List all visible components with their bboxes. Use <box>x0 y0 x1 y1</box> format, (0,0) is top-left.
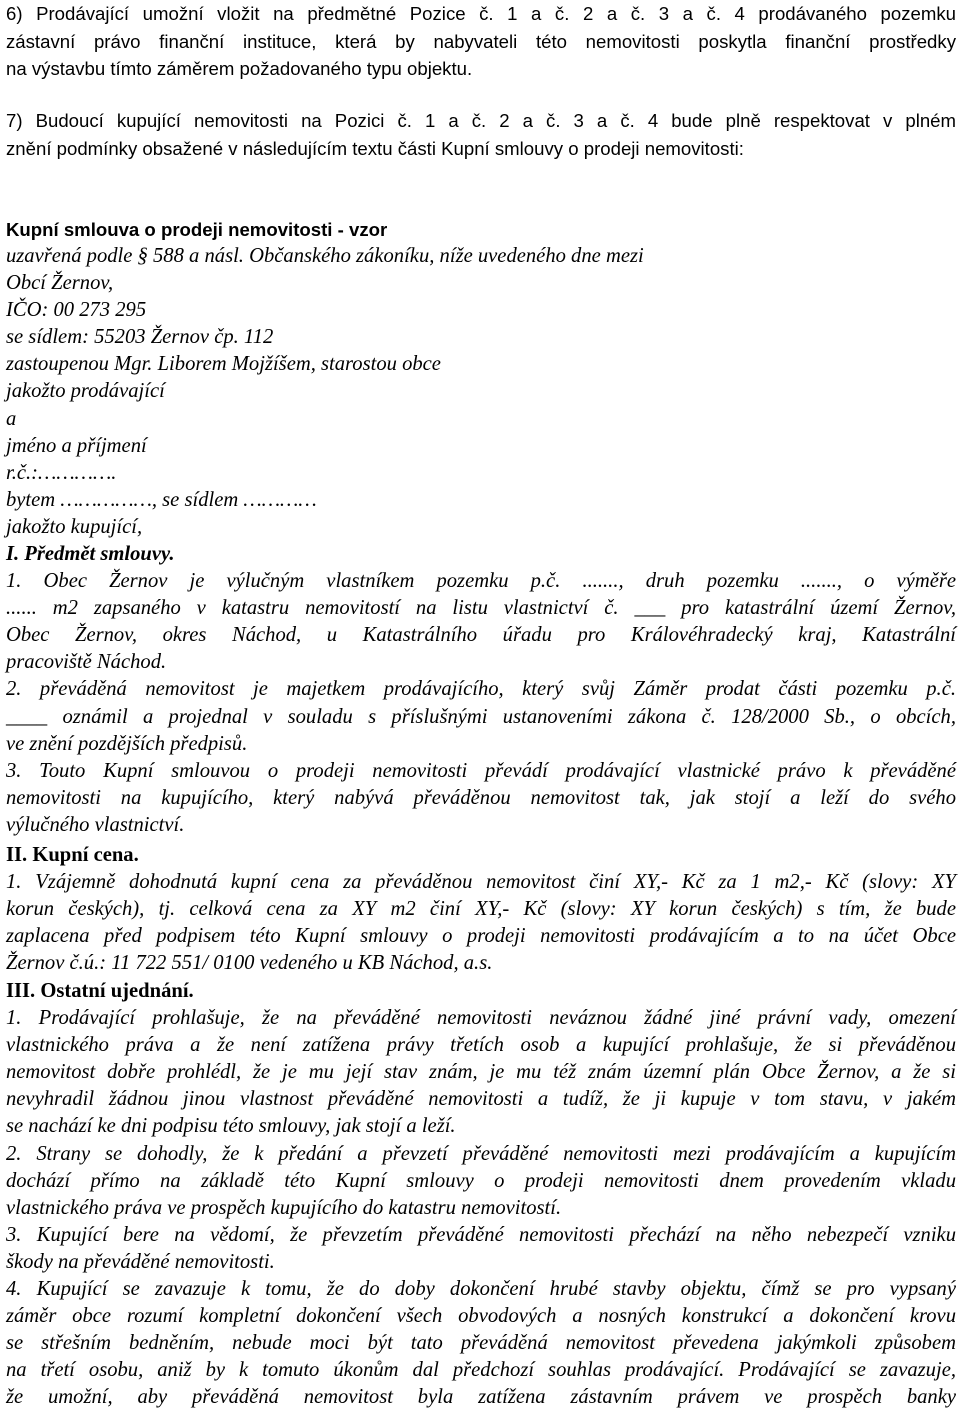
section-1-item-1 <box>6 568 956 676</box>
section-1-title: I. Předmět smlouvy. <box>6 543 175 565</box>
section-3-item-1-line: vlastnického práva a že není zatížena právy třetích osob a kupující prohlašuje, že si převáděnou <box>6 1034 956 1057</box>
section-1-item-3 <box>6 758 956 839</box>
section-3 <box>6 978 956 1412</box>
section-2-item-1-line: zaplacena před podpisem této Kupní smlouvy o prodeji nemovitosti prodávajícím a to na účet Obce <box>6 925 956 948</box>
section-3-item-4-line: záměr obce rozumí kompletní dokončení všech obvodových a nosných konstrukcí a dokončení krovu <box>6 1305 956 1328</box>
section-1-item-2-line: 2. převáděná nemovitost je majetkem prodávajícího, který svůj Záměr prodat části pozemku p.č. <box>6 678 956 701</box>
section-3-item-3-line: škody na převáděné nemovitosti. <box>6 1250 275 1273</box>
section-1-item-1-line: pracoviště Náchod. <box>6 651 167 674</box>
section-3-item-1-line: se nachází ke dni podpisu této smlouvy, jak stojí a leží. <box>6 1115 456 1138</box>
seller-ico: IČO: 00 273 295 <box>6 299 147 322</box>
section-3-item-1-line: nevyhradil žádnou jinou vlastnost převáděné nemovitosti a tudíž, že ji kupuje v tom stavu, v jakém <box>6 1088 956 1111</box>
section-1-item-2 <box>6 676 956 757</box>
section-1 <box>6 541 956 839</box>
section-3-item-1 <box>6 1005 956 1140</box>
contract-basis: uzavřená podle § 588 a násl. Občanského zákoníku, níže uvedeného dne mezi <box>6 245 644 267</box>
section-3-title: III. Ostatní ujednání. <box>6 980 194 1002</box>
paragraph-6 <box>6 0 956 83</box>
section-2-item-1-line: 1. Vzájemně dohodnutá kupní cena za převáděnou nemovitost činí XY,- Kč za 1 m2,- Kč (slovy: XY <box>6 871 956 894</box>
seller-role: jakožto prodávající <box>6 380 165 403</box>
section-3-item-4-line: 4. Kupující se zavazuje k tomu, že do doby dokončení hrubé stavby objektu, čímž se pro vypsaný <box>6 1278 956 1301</box>
paragraph-6-line: na výstavbu tímto záměrem požadovaného typu objektu. <box>6 58 473 79</box>
section-1-item-2-line: ____ oznámil a projednal v souladu s příslušnými ustanoveními zákona č. 128/2000 Sb., o obcích, <box>6 705 956 728</box>
section-3-item-2-line: 2. Strany se dohodly, že k předání a převzetí převáděné nemovitosti mezi prodávajícím a kupujícím <box>6 1142 956 1165</box>
paragraph-7 <box>6 107 956 162</box>
section-3-item-4-line: se střešním bedněním, nebude moci být tato převáděná nemovitost převedena jakýmkoli způsobem <box>6 1332 956 1355</box>
buyer-address: bytem ……………, se sídlem ………… <box>6 488 317 511</box>
buyer-name: jméno a příjmení <box>6 434 147 457</box>
section-2 <box>6 842 956 977</box>
section-3-item-1-line: nemovitost dobře prohlédl, že je mu její stav znám, je mu též znám územní plán Obce Žernov, a že si <box>6 1061 956 1084</box>
section-2-item-1-line: korun českých), tj. celková cena za XY m2 činí XY,- Kč (slovy: XY korun českých) s tím, že bude <box>6 898 956 921</box>
section-3-item-4-line: na třetí osobu, aniž by k tomuto úkonům dal předchozí souhlas prodávající. Prodávající se zavazuje, <box>6 1359 956 1382</box>
section-2-item-1-line: Žernov č.ú.: 11 722 551/ 0100 vedeného u KB Náchod, a.s. <box>6 952 493 975</box>
seller-representative: zastoupenou Mgr. Liborem Mojžíšem, starostou obce <box>6 353 441 376</box>
seller-address: se sídlem: 55203 Žernov čp. 112 <box>6 326 274 349</box>
section-1-item-1-line: Obec Žernov, okres Náchod, u Katastrálního úřadu pro Královéhradecký kraj, Katastrální <box>6 624 956 647</box>
section-3-item-3 <box>6 1222 956 1276</box>
seller-name: Obcí Žernov, <box>6 272 114 295</box>
section-2-item-1 <box>6 869 956 977</box>
paragraph-7-line: znění podmínky obsažené v následujícím textu části Kupní smlouvy o prodeji nemovitosti: <box>6 137 744 159</box>
section-3-item-1-line: 1. Prodávající prohlašuje, že na převáděné nemovitosti neváznou žádné jiné právní vady, omezení <box>6 1007 956 1030</box>
buyer-role: jakožto kupující, <box>6 515 143 538</box>
paragraph-7-line: 7) Budoucí kupující nemovitosti na Pozici č. 1 a č. 2 a č. 3 a č. 4 bude plně respektovat v plném <box>6 110 956 131</box>
contract-title-block <box>6 216 956 244</box>
section-3-item-3-line: 3. Kupující bere na vědomí, že převzetím převáděné nemovitosti přechází na něho nebezpečí vzniku <box>6 1223 956 1246</box>
section-2-title: II. Kupní cena. <box>6 844 139 866</box>
contract-parties <box>6 243 956 541</box>
paragraph-6-line: 6) Prodávající umožní vložit na předmětné Pozice č. 1 a č. 2 a č. 3 a č. 4 prodávaného pozemku <box>6 3 956 24</box>
section-1-item-3-line: výlučného vlastnictví. <box>6 813 185 836</box>
section-3-item-4 <box>6 1276 956 1411</box>
section-3-item-4-line: že umožní, aby převáděná nemovitost byla zatížena zástavním právem ve prospěch banky <box>6 1386 956 1409</box>
section-1-item-2-line: ve znění pozdějších předpisů. <box>6 732 248 755</box>
conjunction: a <box>6 407 17 430</box>
section-1-item-1-line: ...... m2 zapsaného v katastru nemovitostí na listu vlastnictví č. ___ pro katastrální území Žernov, <box>6 597 956 620</box>
buyer-birth-number: r.č.:…………. <box>6 461 117 484</box>
contract-title: Kupní smlouva o prodeji nemovitosti - vzor <box>6 219 388 240</box>
paragraph-6-line: zástavní právo finanční instituce, která by nabyvateli této nemovitosti poskytla finanční prostředky <box>6 30 956 52</box>
section-1-item-3-line: 3. Touto Kupní smlouvou o prodeji nemovitosti převádí prodávající vlastnické právo k převáděné <box>6 759 956 782</box>
section-3-item-2 <box>6 1141 956 1222</box>
section-1-item-1-line: 1. Obec Žernov je výlučným vlastníkem pozemku p.č. ......., druh pozemku ......., o výměře <box>6 570 956 593</box>
section-3-item-2-line: vlastnického práva ve prospěch kupujícího do katastru nemovitostí. <box>6 1196 562 1219</box>
section-1-item-3-line: nemovitosti na kupujícího, který nabývá převáděnou nemovitost tak, jak stojí a leží do svého <box>6 786 956 809</box>
section-3-item-2-line: dochází přímo na základě této Kupní smlouvy o prodeji nemovitosti dnem provedením vkladu <box>6 1169 956 1192</box>
